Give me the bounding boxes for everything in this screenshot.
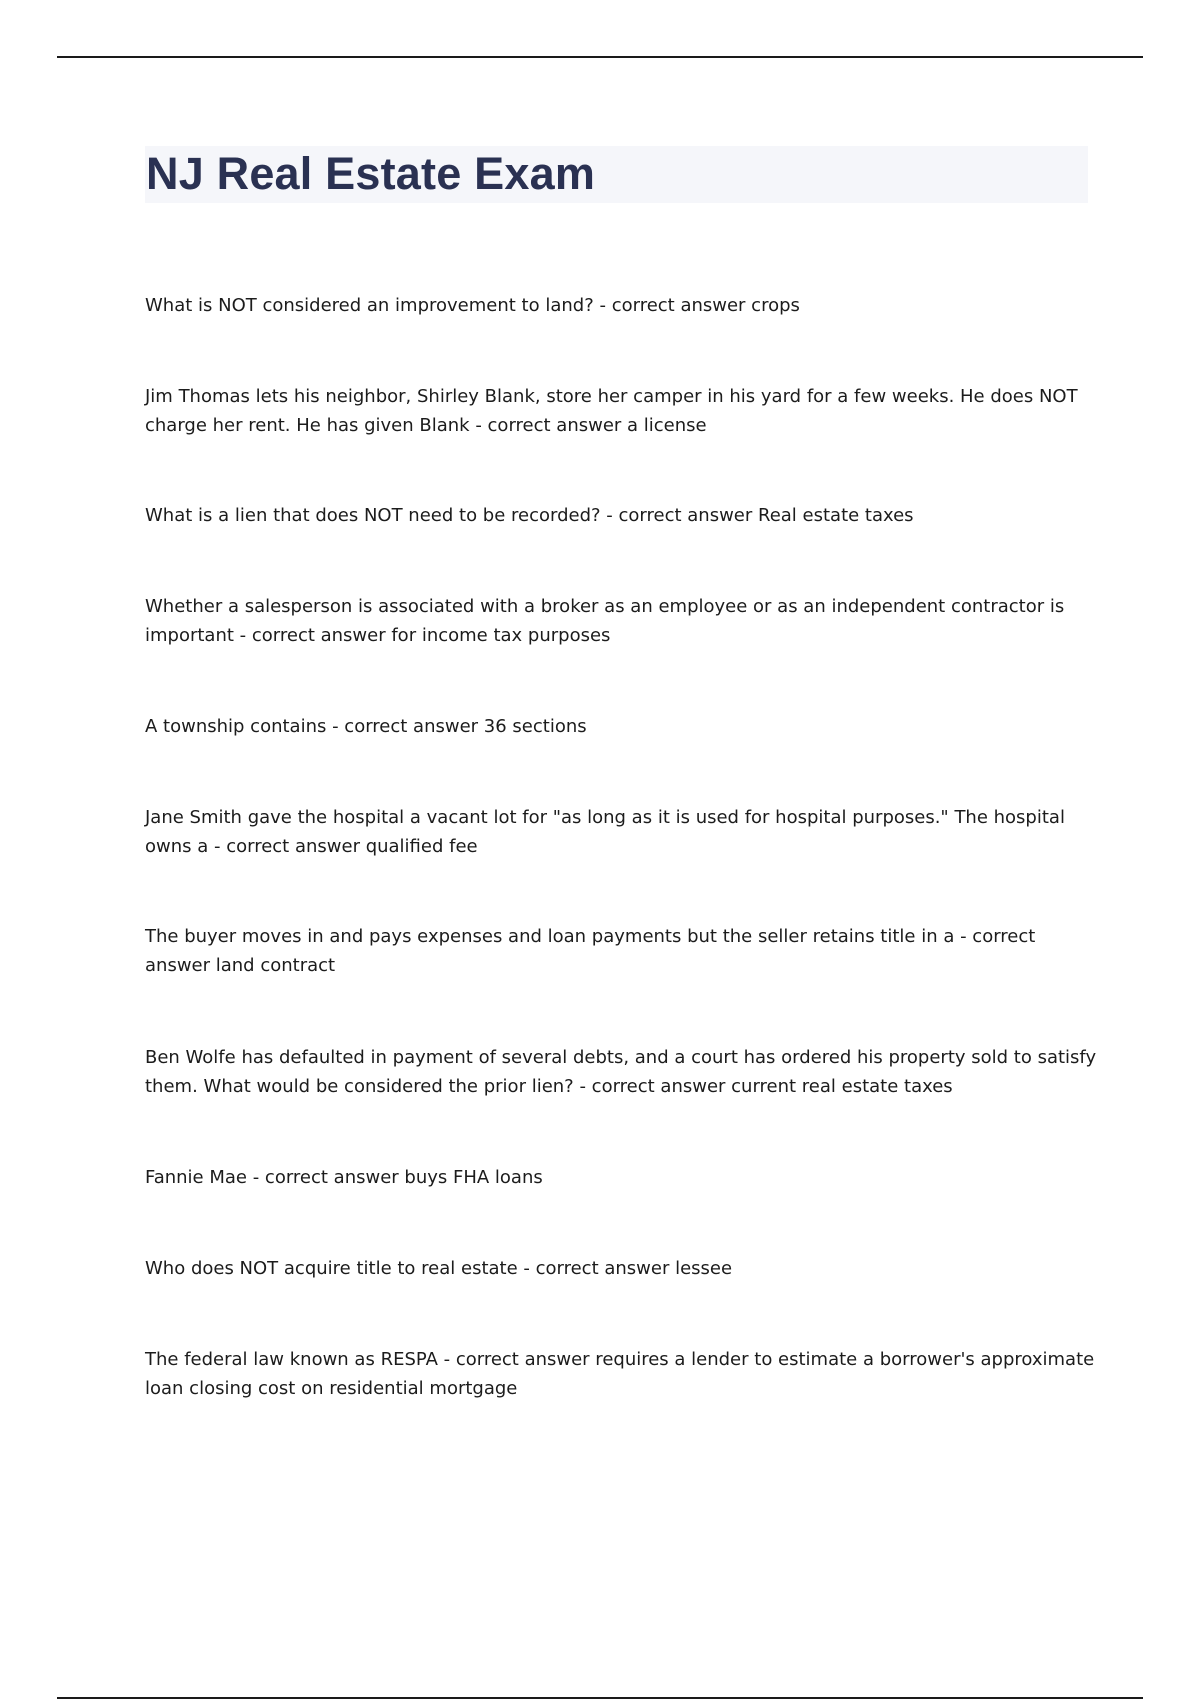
document-title: NJ Real Estate Exam — [146, 148, 596, 199]
question-item: Whether a salesperson is associated with a broker as an employee or as an independent contractor is important - correct answer for income tax purposes — [145, 596, 1065, 646]
question-item: Jane Smith gave the hospital a vacant lot for "as long as it is used for hospital purposes." The hospital owns a - correct answer qualified fee — [145, 807, 1065, 857]
question-item: What is a lien that does NOT need to be recorded? - correct answer Real estate taxes — [145, 505, 914, 526]
question-item: What is NOT considered an improvement to land? - correct answer crops — [145, 295, 800, 316]
question-item: Jim Thomas lets his neighbor, Shirley Blank, store her camper in his yard for a few weeks. He does NOT charge her rent. He has given Blank - correct answer a license — [145, 386, 1078, 436]
top-rule — [57, 56, 1143, 58]
question-item: The buyer moves in and pays expenses and loan payments but the seller retains title in a - correct answer land contract — [145, 926, 1036, 976]
question-item: The federal law known as RESPA - correct answer requires a lender to estimate a borrower's approximate loan closing cost on residential mortgage — [145, 1349, 1095, 1399]
bottom-rule — [57, 1697, 1143, 1699]
question-item: Fannie Mae - correct answer buys FHA loans — [145, 1167, 543, 1188]
question-item: Who does NOT acquire title to real estate - correct answer lessee — [145, 1258, 733, 1279]
question-item: A township contains - correct answer 36 sections — [145, 716, 587, 737]
question-item: Ben Wolfe has defaulted in payment of several debts, and a court has ordered his property sold to satisfy them. What would be considered the prior lien? - correct answer current real estate taxes — [145, 1047, 1097, 1097]
